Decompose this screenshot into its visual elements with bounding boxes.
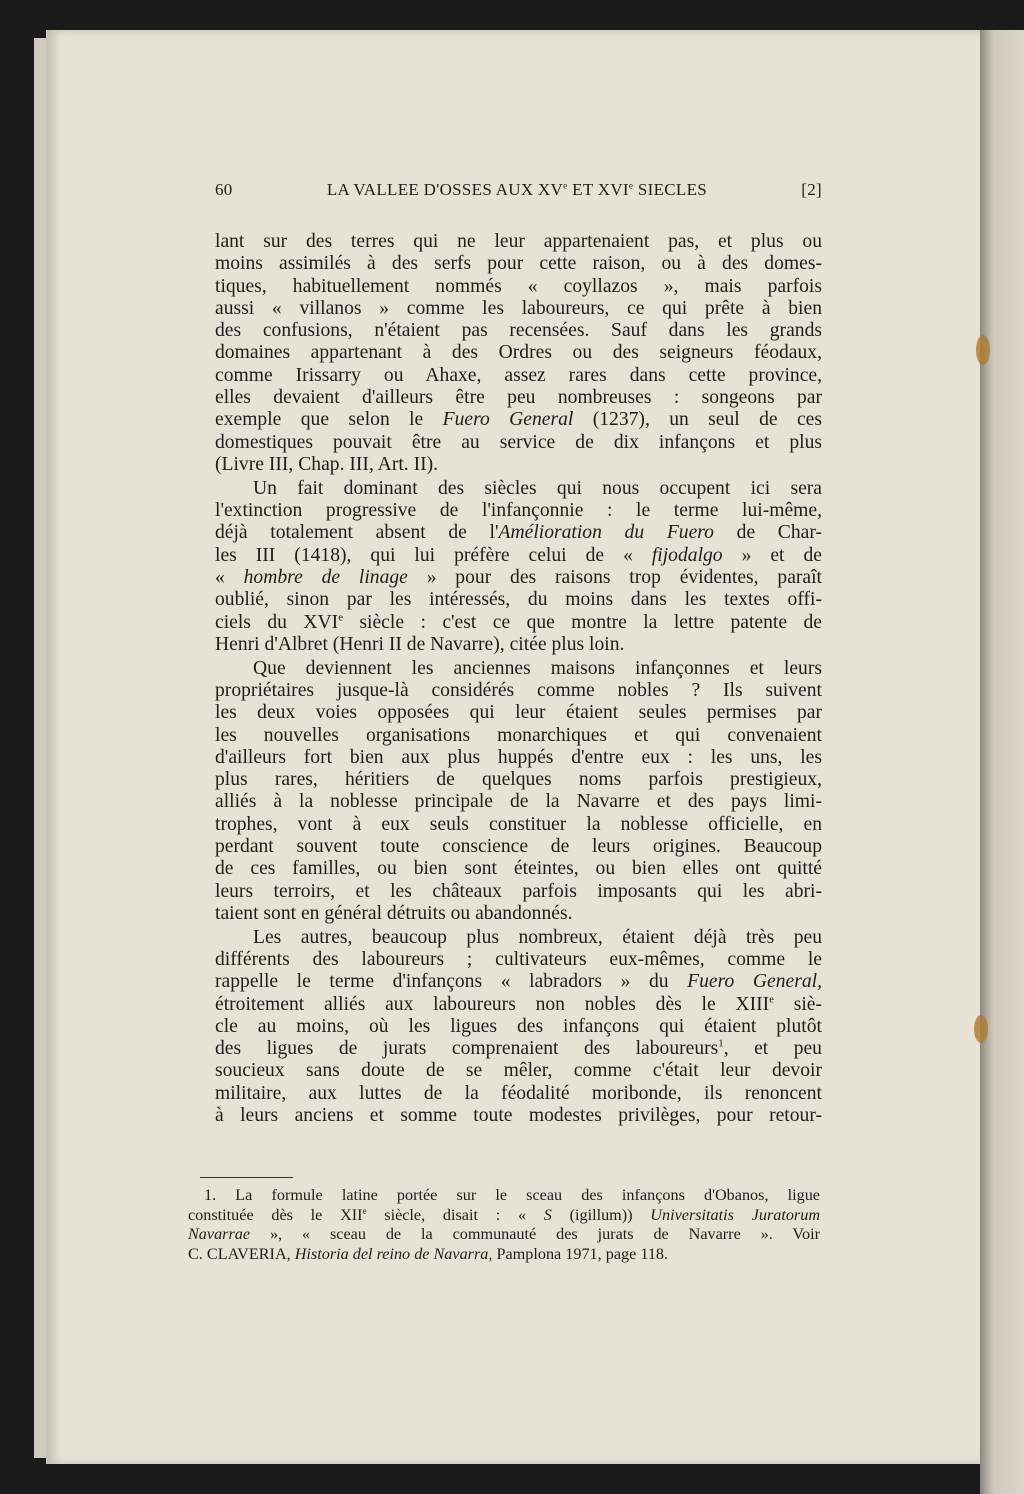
text-run: siè- [773, 993, 822, 1015]
italic-text: Navarrae [188, 1225, 251, 1243]
text-line [215, 1060, 822, 1082]
text-line [215, 454, 822, 476]
text-line [215, 231, 822, 253]
text-line [215, 949, 822, 971]
text-line [215, 927, 822, 949]
footnote-line [188, 1206, 820, 1226]
text-run: SIECLES [633, 180, 708, 199]
text-run: ET XVI [567, 180, 629, 199]
text-run: domaines appartenant à des Ordres ou des seigneurs féodaux, [215, 342, 822, 364]
body-text [215, 231, 822, 1129]
text-run: tiques, habituellement nommés « coyllazos », mais parfois [215, 275, 822, 297]
superscript: e [362, 1205, 367, 1216]
paragraph [215, 478, 822, 656]
text-run: LA VALLEE D'OSSES AUX XV [326, 180, 564, 199]
text-run: les III (1418), qui lui préfère celui de « [215, 544, 652, 566]
text-line [215, 320, 822, 342]
text-line [215, 409, 822, 431]
text-run: déjà totalement absent de l' [215, 522, 499, 544]
text-line [215, 1105, 822, 1127]
text-line [215, 253, 822, 275]
italic-text: Fuero General [442, 409, 574, 431]
text-line [215, 971, 822, 993]
text-run: soucieux sans doute de se mêler, comme c'était leur devoir [215, 1060, 822, 1082]
text-line [215, 522, 822, 544]
text-line [215, 747, 822, 769]
text-run: comme Irissarry ou Ahaxe, assez rares dans cette province, [215, 364, 822, 386]
text-run: alliés à la noblesse principale de la Navarre et des pays limi- [215, 791, 822, 813]
text-run: des ligues de jurats comprenaient des laboureurs [215, 1038, 719, 1060]
text-run: d'ailleurs fort bien aux plus huppés d'entre eux : les uns, les [215, 746, 822, 768]
text-line [215, 589, 822, 611]
text-line [215, 276, 822, 298]
text-line [215, 702, 822, 724]
superscript: e [628, 181, 634, 192]
text-run: Les autres, beaucoup plus nombreux, étaient déjà très peu [253, 926, 822, 948]
footnote-line [188, 1225, 820, 1245]
text-line [215, 612, 822, 634]
text-run: perdant souvent toute conscience de leurs origines. Beaucoup [215, 836, 822, 858]
superscript: e [338, 611, 343, 624]
text-run: aussi « villanos » comme les laboureurs, ce qui prête à bien [215, 297, 822, 319]
text-line [215, 836, 822, 858]
text-line [215, 432, 822, 454]
footnote [188, 1186, 820, 1264]
text-line [215, 634, 822, 656]
paragraph [215, 231, 822, 476]
text-run: « [215, 566, 244, 588]
text-line [215, 814, 822, 836]
text-line [215, 658, 822, 680]
text-run: Un fait dominant des siècles qui nous occupent ici sera [253, 477, 822, 499]
text-line [215, 881, 822, 903]
text-line [215, 680, 822, 702]
text-line [215, 725, 822, 747]
superscript: e [769, 993, 774, 1006]
text-run: Que deviennent les anciennes maisons infançonnes et leurs [253, 657, 822, 679]
text-run: Henri d'Albret (Henri II de Navarre), citée plus loin. [215, 633, 625, 655]
text-line [215, 1083, 822, 1105]
text-run: leurs terroirs, et les châteaux parfois imposants qui les abri- [215, 880, 822, 902]
text-run: , et peu [723, 1038, 822, 1060]
text-run: siècle : c'est ce que montre la lettre patente de [342, 611, 822, 633]
text-run: constituée dès le XII [188, 1205, 363, 1224]
text-line [215, 858, 822, 880]
text-run: militaire, aux luttes de la féodalité moribonde, ils renoncent [215, 1082, 822, 1104]
text-run: 1. La formule latine portée sur le sceau des infançons d'Obanos, ligue [204, 1186, 820, 1204]
facing-page-edge [980, 30, 1024, 1494]
text-run: propriétaires jusque-là considérés comme nobles ? Ils suivent [215, 679, 822, 701]
page-number: 60 [215, 180, 233, 199]
text-line [215, 1038, 822, 1060]
paragraph [215, 658, 822, 926]
text-run: domestiques pouvait être au service de dix infançons et plus [215, 431, 822, 453]
text-run: (igillum)) [551, 1205, 651, 1224]
text-run: elles devaient d'ailleurs être peu nombreuses : songeons par [215, 387, 822, 409]
text-line [215, 903, 822, 925]
text-line [215, 387, 822, 409]
text-run: les deux voies opposées qui leur étaient seules permises par [215, 702, 822, 724]
text-line [215, 791, 822, 813]
paragraph [215, 927, 822, 1128]
footnote-rule [200, 1177, 293, 1178]
footnote-line [188, 1245, 820, 1265]
text-run: » pour des raisons trop évidentes, paraît [407, 566, 823, 588]
text-run: lant sur des terres qui ne leur appartenaient pas, et plus ou [215, 231, 822, 252]
text-line [215, 342, 822, 364]
text-run: plus rares, héritiers de quelques noms parfois prestigieux, [215, 769, 822, 791]
paper-stain [974, 1015, 988, 1043]
paper-stain [976, 335, 990, 365]
text-run: à leurs anciens et somme toute modestes privilèges, pour retour- [215, 1105, 822, 1127]
text-run: de ces familles, ou bien sont éteintes, ou bien elles ont quitté [215, 858, 822, 880]
italic-text: hombre de linage [243, 566, 408, 588]
running-header [215, 180, 822, 200]
text-run: des confusions, n'étaient pas recensées. Sauf dans les grands [215, 320, 822, 342]
italic-text: Fuero General, [687, 971, 822, 993]
footnote-line [188, 1186, 820, 1206]
text-line [215, 500, 822, 522]
text-run: siècle, disait : « [366, 1205, 544, 1224]
text-line [215, 478, 822, 500]
superscript: 1 [718, 1037, 724, 1050]
text-line [215, 298, 822, 320]
text-run: taient sont en général détruits ou abandonnés. [215, 902, 573, 924]
text-run: étroitement alliés aux laboureurs non nobles dès le XIII [215, 993, 770, 1015]
text-run: exemple que selon le [215, 409, 443, 431]
text-run: ciels du XVI [215, 611, 339, 633]
text-run: Pamplona 1971, page 118. [492, 1244, 669, 1263]
text-run: cle au moins, où les ligues des infançons qui étaient plutôt [215, 1015, 822, 1037]
text-run: les nouvelles organisations monarchiques et qui convenaient [215, 724, 822, 746]
text-line [215, 545, 822, 567]
text-line [215, 567, 822, 589]
text-line [215, 994, 822, 1016]
text-run: différents des laboureurs ; cultivateurs eux-mêmes, comme le [215, 949, 822, 970]
text-run: C. CLAVERIA, [188, 1244, 295, 1263]
superscript: e [563, 181, 568, 192]
text-run: l'extinction progressive de l'infançonnie : le terme lui-même, [215, 500, 822, 522]
italic-text: Universitatis Juratorum [650, 1205, 821, 1224]
italic-text: fijodalgo [651, 544, 723, 566]
italic-text: Amélioration du Fuero [498, 522, 714, 544]
text-run: (Livre III, Chap. III, Art. II). [215, 453, 439, 475]
text-run: rappelle le terme d'infançons « labradors » du [215, 971, 688, 993]
text-run: trophes, vont à eux seuls constituer la noblesse officielle, en [215, 813, 822, 835]
text-run: », « sceau de la communauté des jurats de Navarre ». Voir [250, 1225, 820, 1243]
text-run: oublié, sinon par les intéressés, du moins dans les textes offi- [215, 589, 822, 611]
text-run: moins assimilés à des serfs pour cette raison, ou à des domes- [215, 253, 822, 275]
italic-text: Historia del reino de Navarra, [294, 1244, 493, 1263]
italic-text: S [543, 1205, 552, 1224]
text-run: (1237), un seul de ces [573, 409, 822, 431]
text-line [215, 769, 822, 791]
section-marker: [2] [801, 180, 822, 199]
text-run: de Char- [713, 522, 823, 544]
running-title [233, 180, 802, 200]
text-line [215, 365, 822, 387]
text-line [215, 1016, 822, 1038]
text-run: » et de [722, 544, 822, 566]
